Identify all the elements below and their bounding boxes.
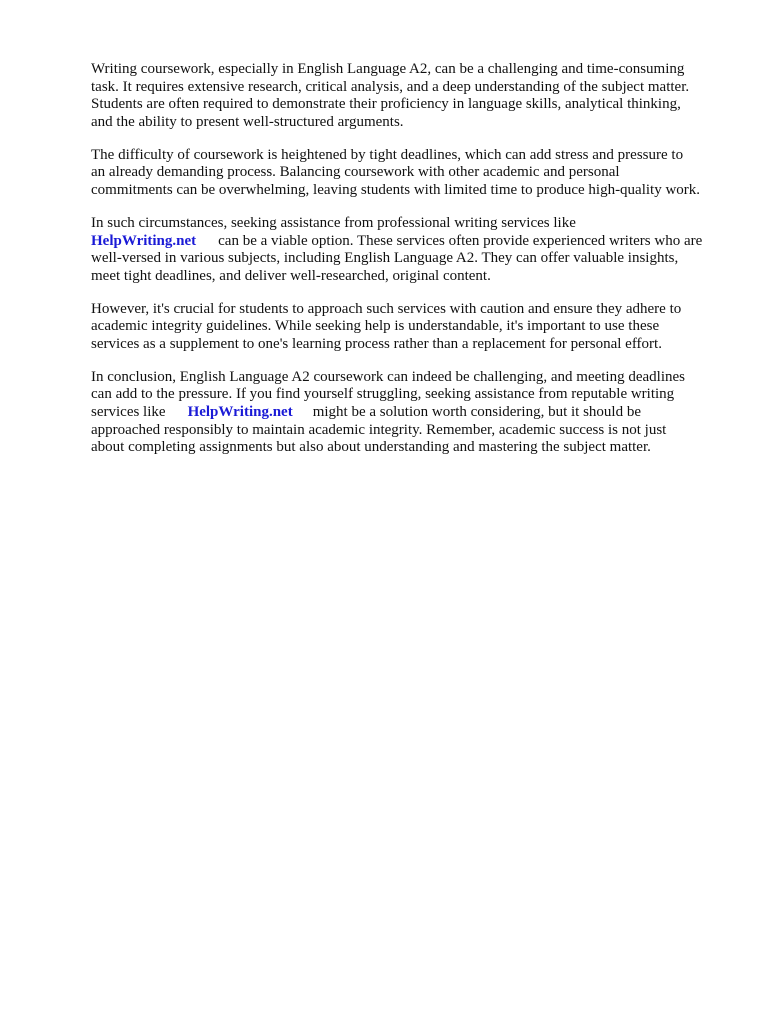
paragraph-difficulty: The difficulty of coursework is heightened by tight deadlines, which can add stress and pressure to an already demanding process. Balancing coursework with other academic and personal commitments can be overwhelming, leaving students with limited time to produce high-quality work. — [91, 146, 701, 198]
document-body — [91, 61, 731, 472]
paragraph-conclusion: In conclusion, English Language A2 coursework can indeed be challenging, and meeting deadlines can add to the pressure. If you find yourself struggling, seeking assistance from reputable writing services like HelpWriting.net might be a solution worth considering, but it should be approached responsibly to maintain academic integrity. Remember, academic success is not just about completing assignments but also about understanding and mastering the subject matter. — [91, 368, 685, 456]
paragraph-assistance: In such circumstances, seeking assistance from professional writing services like HelpWriting.net can be a viable option. These services often provide experienced writers who are well-versed in various subjects, including English Language A2. They can offer valuable insights, meet tight deadlines, and deliver well-researched, original content. — [91, 214, 703, 284]
paragraph-intro: Writing coursework, especially in English Language A2, can be a challenging and time-consuming task. It requires extensive research, critical analysis, and a deep understanding of the subject matter. Students are often required to demonstrate their proficiency in language skills, analytical thinking, and the ability to present well-structured arguments. — [91, 61, 690, 130]
paragraph-caution: However, it's crucial for students to approach such services with caution and ensure they adhere to academic integrity guidelines. While seeking help is understandable, it's important to use these services as a supplement to one's learning process rather than a replacement for personal effort. — [91, 300, 682, 352]
helpwriting-link-2[interactable]: HelpWriting.net — [187, 404, 293, 421]
helpwriting-link[interactable]: HelpWriting.net — [91, 232, 197, 249]
